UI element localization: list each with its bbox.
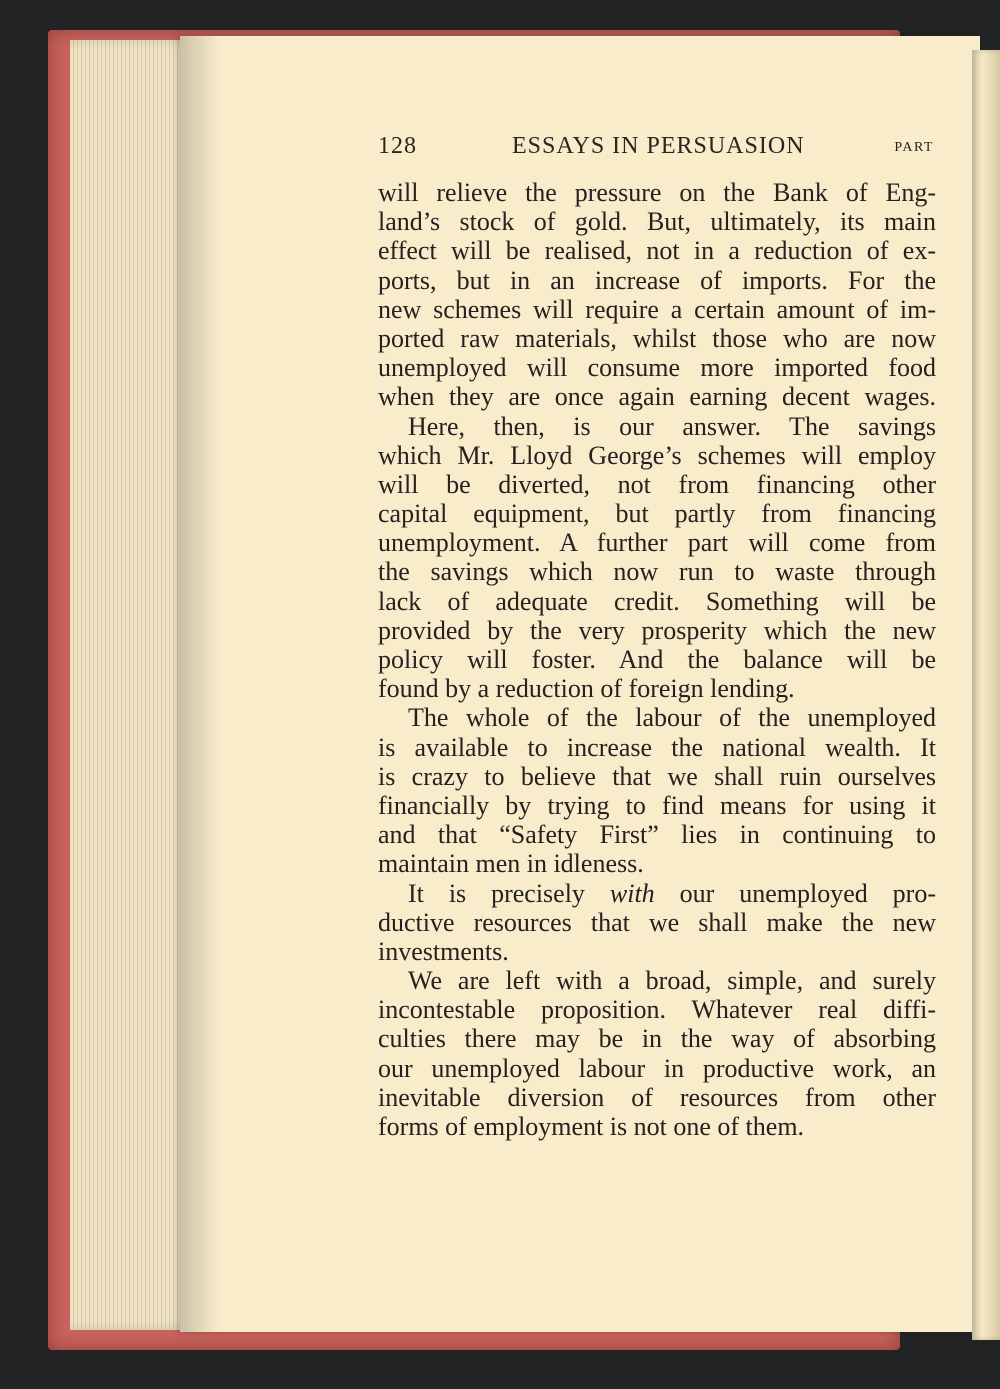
- text-fragment: our unemployed pro-: [679, 878, 936, 908]
- text-line: land’s stock of gold. But, ultimately, its main: [378, 207, 936, 237]
- text-line: incontestable proposition. Whatever real diffi-: [378, 995, 936, 1025]
- text-line: inevitable diversion of resources from other: [378, 1082, 936, 1112]
- text-line: ports, but in an increase of imports. For the: [378, 265, 936, 295]
- gutter-shadow: [180, 36, 220, 1332]
- text-line: is available to increase the national wealth. It: [378, 732, 936, 762]
- text-line: found by a reduction of foreign lending.: [378, 674, 795, 704]
- text-line: effect will be realised, not in a reduction of ex-: [378, 236, 936, 266]
- part-label: PART: [894, 140, 934, 155]
- page-number: 128: [378, 133, 417, 159]
- body-text: [378, 178, 936, 1141]
- italic-emphasis: with: [609, 878, 655, 908]
- text-line: will relieve the pressure on the Bank of Eng-: [378, 178, 936, 207]
- text-line: our unemployed labour in productive work, an: [378, 1053, 936, 1083]
- text-line: when they are once again earning decent wages.: [378, 382, 936, 412]
- text-line: new schemes will require a certain amount of im-: [378, 294, 936, 324]
- text-line: the savings which now run to waste through: [378, 557, 936, 587]
- text-line: will be diverted, not from financing other: [378, 469, 936, 499]
- page-header: [378, 133, 934, 167]
- text-line: ductive resources that we shall make the new: [378, 907, 936, 937]
- text-line-mixed: [378, 879, 936, 908]
- facing-page-edge: [972, 50, 1000, 1340]
- text-line: Here, then, is our answer. The savings: [408, 411, 936, 441]
- text-line: financially by trying to find means for using it: [378, 790, 936, 820]
- text-line: capital equipment, but partly from financing: [378, 499, 936, 529]
- running-title: ESSAYS IN PERSUASION: [512, 133, 805, 159]
- text-line: culties there may be in the way of absorbing: [378, 1024, 936, 1054]
- text-line: lack of adequate credit. Something will be: [378, 586, 936, 616]
- text-line: and that “Safety First” lies in continuing to: [378, 820, 936, 850]
- text-line: is crazy to believe that we shall ruin ourselves: [378, 761, 936, 791]
- text-line: unemployment. A further part will come from: [378, 528, 936, 558]
- text-fragment: It is precisely: [408, 878, 585, 908]
- text-line: ported raw materials, whilst those who are now: [378, 323, 936, 353]
- text-line: which Mr. Lloyd George’s schemes will employ: [378, 440, 936, 470]
- text-line: provided by the very prosperity which the new: [378, 615, 936, 645]
- text-line: investments.: [378, 936, 509, 966]
- text-line: policy will foster. And the balance will be: [378, 645, 936, 674]
- text-line: maintain men in idleness.: [378, 849, 644, 879]
- text-line: We are left with a broad, simple, and surely: [408, 966, 936, 996]
- text-line: unemployed will consume more imported food: [378, 353, 936, 383]
- text-line: The whole of the labour of the unemployed: [408, 703, 936, 733]
- text-line: forms of employment is not one of them.: [378, 1112, 805, 1141]
